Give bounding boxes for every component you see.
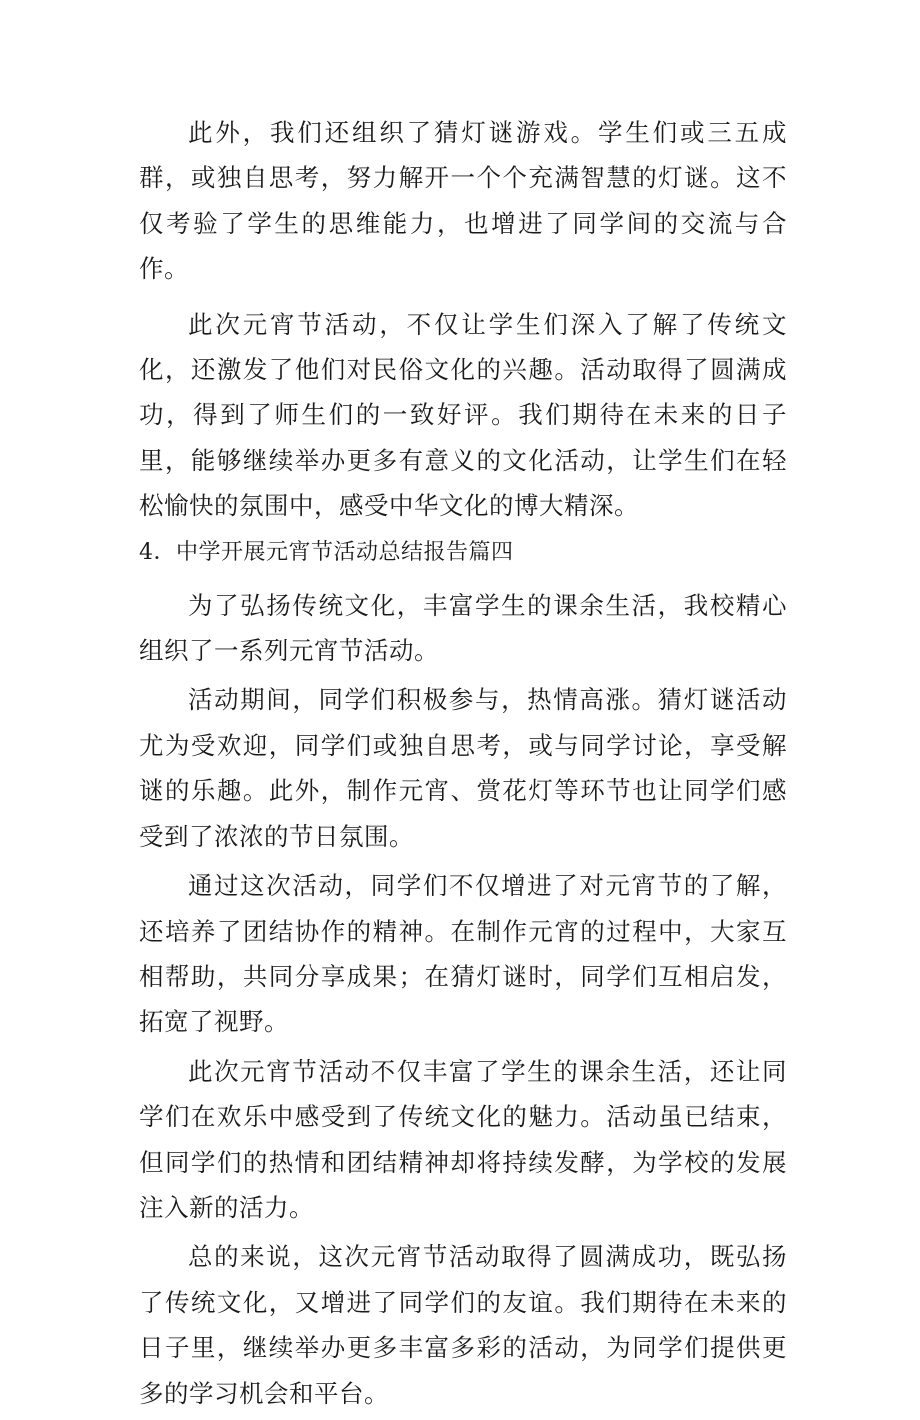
paragraph: 活动期间，同学们积极参与，热情高涨。猜灯谜活动尤为受欢迎，同学们或独自思考，或与同学讨论，享受解谜的乐趣。此外，制作元宵、赏花灯等环节也让同学们感受到了浓浓的节日氛围。: [139, 685, 787, 851]
document-body: [139, 110, 787, 1420]
paragraph: 此外，我们还组织了猜灯谜游戏。学生们或三五成群，或独自思考，努力解开一个个充满智慧的灯谜。这不仅考验了学生的思维能力，也增进了同学间的交流与合作。: [139, 118, 787, 284]
paragraph: 为了弘扬传统文化，丰富学生的课余生活，我校精心组织了一系列元宵节活动。: [139, 590, 787, 666]
paragraph: 此次元宵节活动，不仅让学生们深入了解了传统文化，还激发了他们对民俗文化的兴趣。活动取得了圆满成功，得到了师生们的一致好评。我们期待在未来的日子里，能够继续举办更多有意义的文化活动，让学生们在轻松愉快的氛围中，感受中华文化的博大精深。: [139, 309, 787, 521]
paragraph: 通过这次活动，同学们不仅增进了对元宵节的了解，还培养了团结协作的精神。在制作元宵的过程中，大家互相帮助，共同分享成果；在猜灯谜时，同学们互相启发，拓宽了视野。: [139, 871, 787, 1037]
section-heading: 4．中学开展元宵节活动总结报告篇四: [139, 539, 514, 565]
paragraph: 总的来说，这次元宵节活动取得了圆满成功，既弘扬了传统文化，又增进了同学们的友谊。我们期待在未来的日子里，继续举办更多丰富多彩的活动，为同学们提供更多的学习机会和平台。: [139, 1242, 787, 1408]
paragraph: 此次元宵节活动不仅丰富了学生的课余生活，还让同学们在欢乐中感受到了传统文化的魅力。活动虽已结束，但同学们的热情和团结精神却将持续发酵，为学校的发展注入新的活力。: [139, 1056, 787, 1222]
